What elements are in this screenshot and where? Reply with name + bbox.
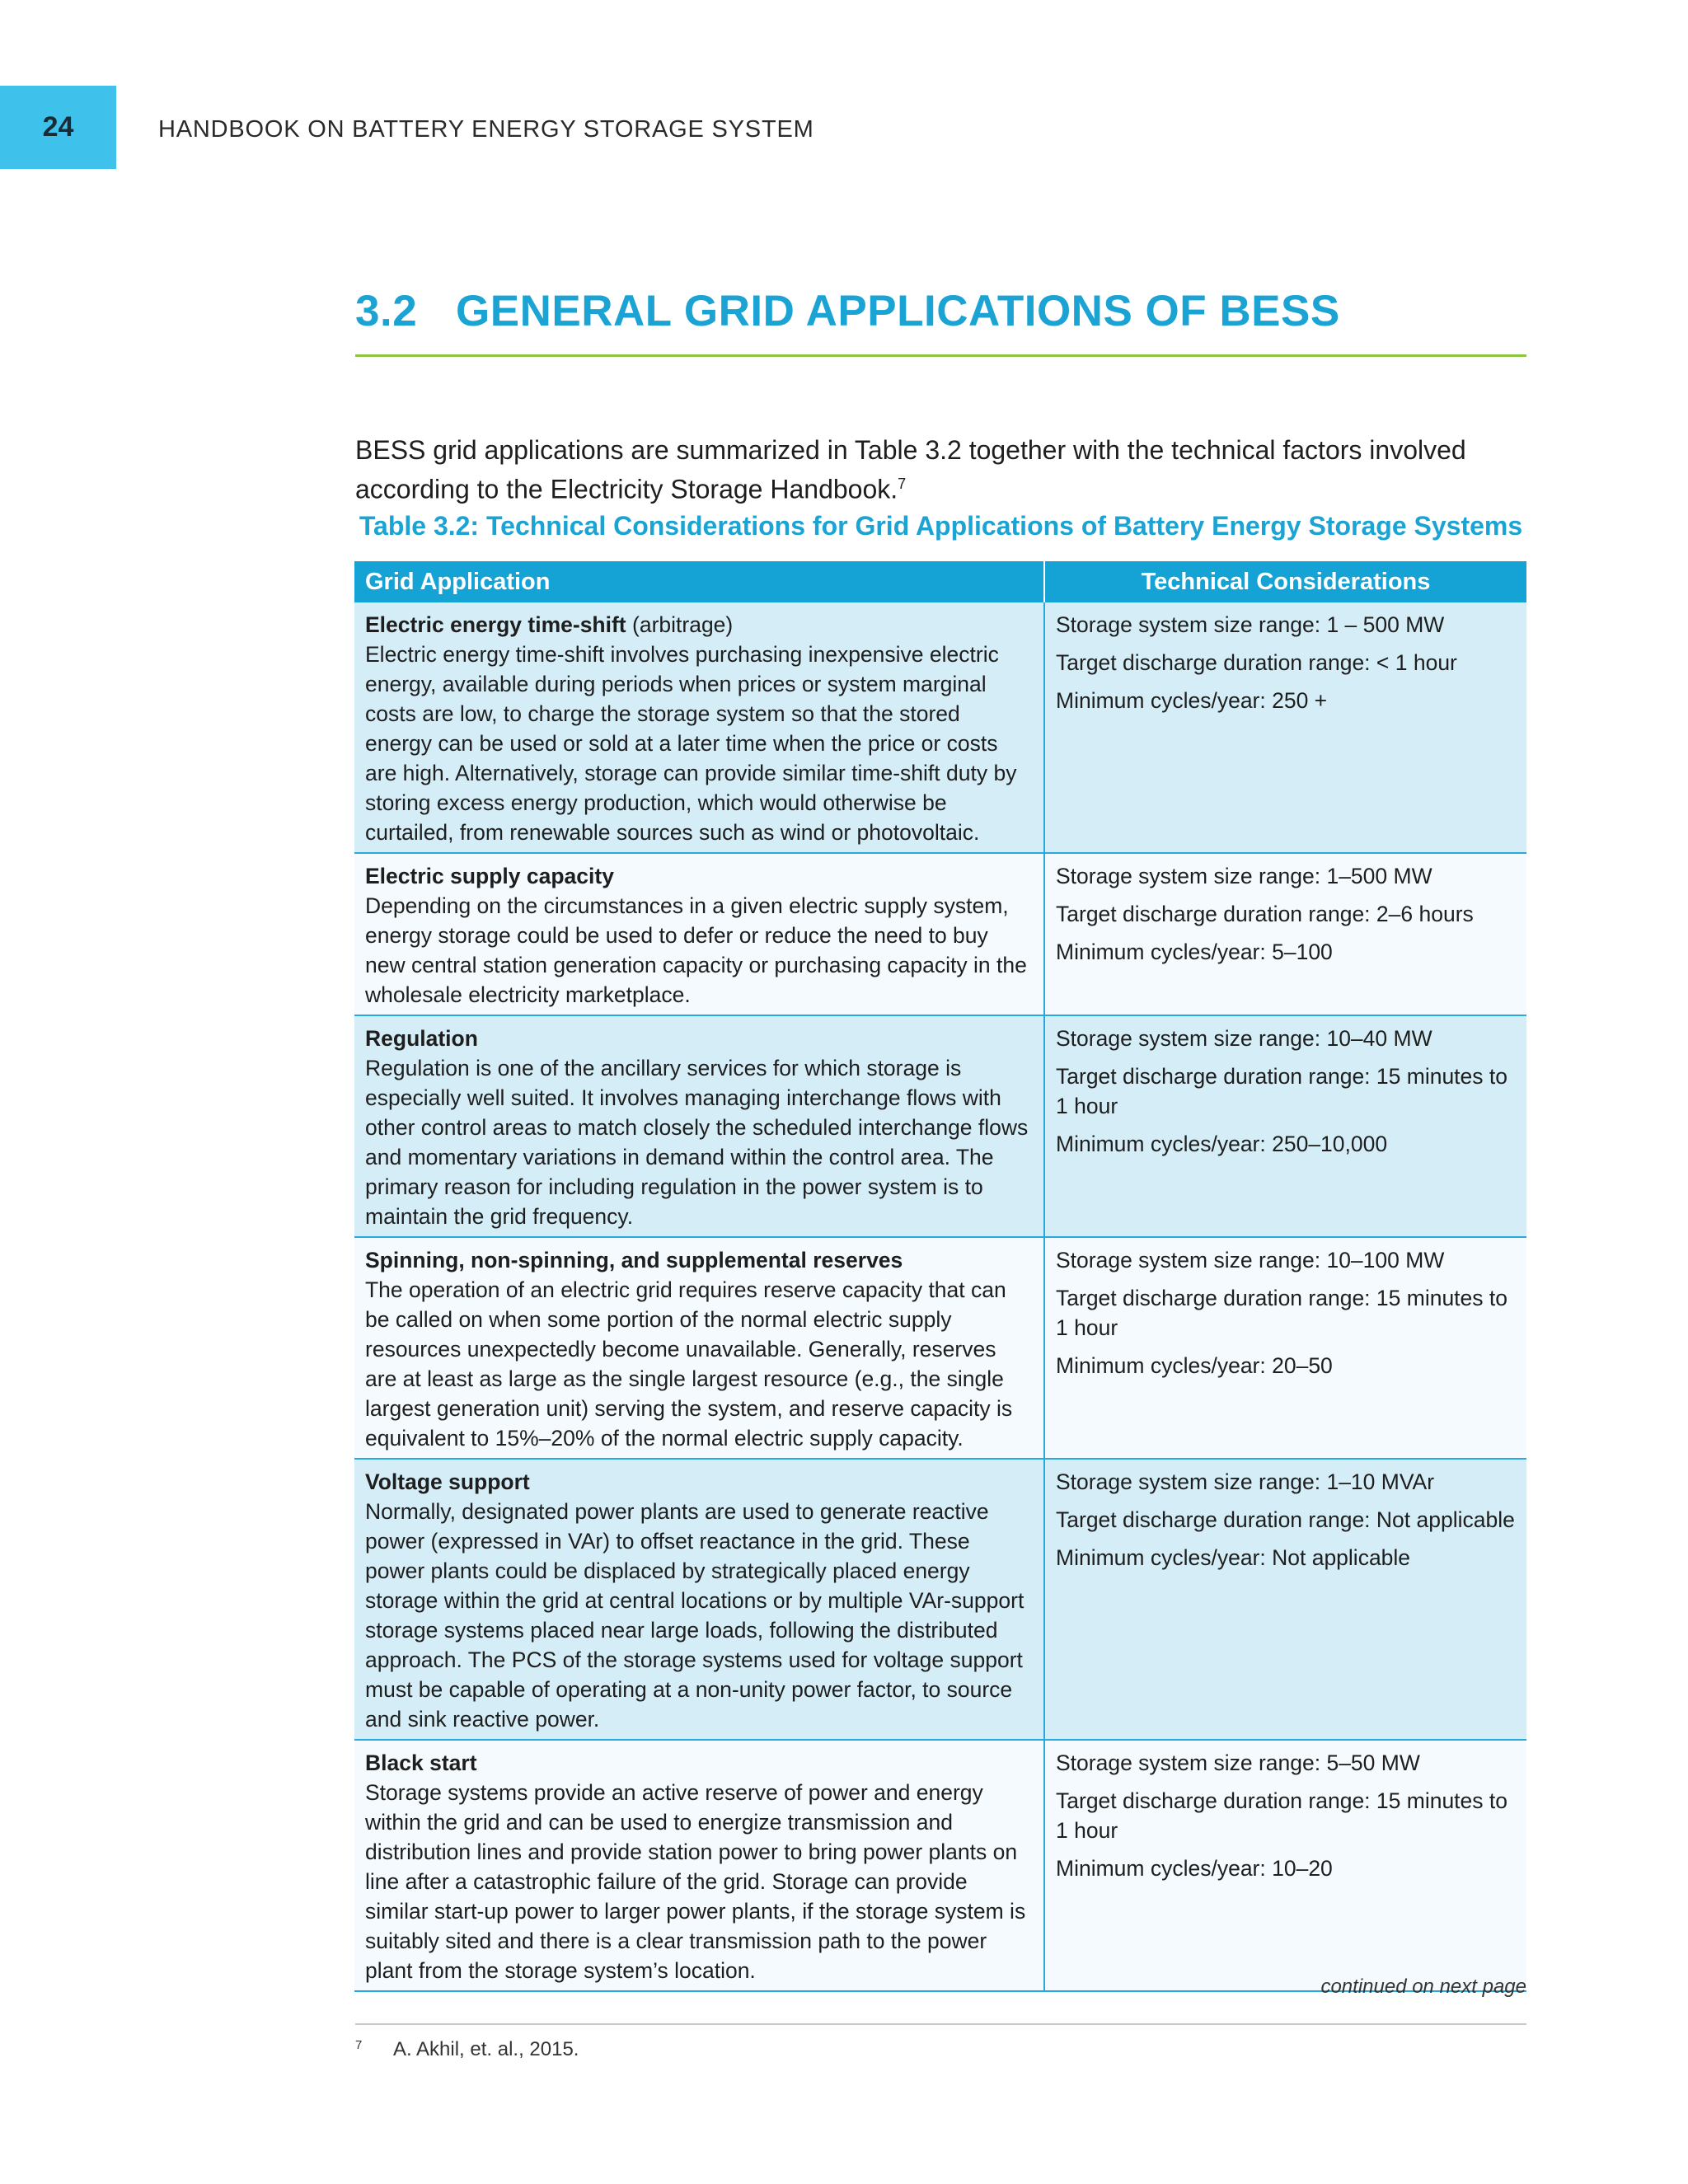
application-qualifier: (arbitrage) bbox=[626, 612, 734, 637]
considerations-cell bbox=[1044, 1237, 1526, 1459]
continued-note: continued on next page bbox=[1320, 1975, 1526, 1998]
footnote-mark: 7 bbox=[355, 2038, 363, 2052]
footnote-reference[interactable]: 7 bbox=[898, 476, 907, 492]
considerations-cell bbox=[1044, 853, 1526, 1015]
intro-paragraph bbox=[355, 434, 1526, 507]
footnote-rule bbox=[355, 2023, 1526, 2025]
application-name: Spinning, non-spinning, and supplemental reserves bbox=[365, 1248, 903, 1272]
consideration-cycles: Minimum cycles/year: Not applicable bbox=[1056, 1545, 1411, 1570]
considerations-cell bbox=[1044, 1015, 1526, 1237]
application-name: Electric energy time-shift bbox=[365, 612, 626, 637]
application-description: Depending on the circumstances in a given electric supply system, energy storage could be used to defer or reduce the need to buy new central station generation capacity or purchasing capacity in the wholesale electricity marketplace. bbox=[365, 893, 1027, 1007]
considerations-cell bbox=[1044, 1740, 1526, 1991]
consideration-duration: Target discharge duration range: Not applicable bbox=[1056, 1507, 1515, 1532]
consideration-size: Storage system size range: 1–10 MVAr bbox=[1056, 1469, 1435, 1494]
application-name: Regulation bbox=[365, 1026, 478, 1051]
consideration-duration: Target discharge duration range: 2–6 hours bbox=[1056, 902, 1474, 926]
consideration-duration: Target discharge duration range: 15 minutes to 1 hour bbox=[1056, 1788, 1507, 1843]
application-cell bbox=[354, 1459, 1044, 1740]
table-row bbox=[354, 1237, 1526, 1459]
consideration-size: Storage system size range: 5–50 MW bbox=[1056, 1750, 1420, 1775]
application-cell bbox=[354, 853, 1044, 1015]
application-cell bbox=[354, 602, 1044, 853]
table-row bbox=[354, 1015, 1526, 1237]
section-heading bbox=[355, 286, 1526, 336]
consideration-duration: Target discharge duration range: 15 minutes to 1 hour bbox=[1056, 1064, 1507, 1118]
consideration-cycles: Minimum cycles/year: 250 + bbox=[1056, 688, 1328, 713]
column-header-grid-application: Grid Application bbox=[354, 561, 1044, 602]
section-number: 3.2 bbox=[355, 287, 418, 335]
application-description: Normally, designated power plants are used to generate reactive power (expressed in VAr) to offset reactance in the grid. These power plants could be displaced by strategically placed energy storage within the grid at central locations or by multiple VAr-support storage systems placed near large loads, following the distributed approach. The PCS of the storage systems used for voltage support must be capable of operating at a non-unity power factor, to source and sink reactive power. bbox=[365, 1499, 1025, 1732]
considerations-cell bbox=[1044, 1459, 1526, 1740]
consideration-cycles: Minimum cycles/year: 20–50 bbox=[1056, 1353, 1333, 1378]
application-name: Electric supply capacity bbox=[365, 864, 614, 888]
consideration-size: Storage system size range: 10–40 MW bbox=[1056, 1026, 1432, 1051]
section-title: GENERAL GRID APPLICATIONS OF BESS bbox=[456, 287, 1340, 335]
application-cell bbox=[354, 1237, 1044, 1459]
table-header-row bbox=[354, 561, 1526, 602]
application-name: Black start bbox=[365, 1750, 477, 1775]
column-header-technical-considerations: Technical Considerations bbox=[1044, 561, 1526, 602]
table-caption: Table 3.2: Technical Considerations for Grid Applications of Battery Energy Storage Systems bbox=[359, 511, 1523, 541]
table-row bbox=[354, 602, 1526, 853]
consideration-size: Storage system size range: 1 – 500 MW bbox=[1056, 612, 1445, 637]
footnote bbox=[355, 2038, 579, 2061]
application-description: Storage systems provide an active reserve of power and energy within the grid and can be used to energize transmission and distribution lines and provide station power to bring power plants on line after a catastrophic failure of the grid. Storage can provide similar start-up power to larger power plants, if the storage system is suitably sited and there is a clear transmission path to the power plant from the storage system’s location. bbox=[365, 1780, 1026, 1983]
application-description: Regulation is one of the ancillary services for which storage is especially well suited. It involves managing interchange flows with other control areas to match closely the scheduled interchange flows and momentary variations in demand within the control area. The primary reason for including regulation in the power system is to maintain the grid frequency. bbox=[365, 1056, 1029, 1229]
table-row bbox=[354, 1459, 1526, 1740]
application-description: Electric energy time-shift involves purchasing inexpensive electric energy, available during periods when prices or system marginal costs are low, to charge the storage system so that the stored energy can be used or sold at a later time when the price or costs are high. Alternatively, storage can provide similar time-shift duty by storing excess energy production, which would otherwise be curtailed, from renewable sources such as wind or photovoltaic. bbox=[365, 642, 1017, 845]
consideration-cycles: Minimum cycles/year: 5–100 bbox=[1056, 940, 1333, 964]
footnote-text: A. Akhil, et. al., 2015. bbox=[393, 2038, 579, 2060]
application-cell bbox=[354, 1015, 1044, 1237]
consideration-duration: Target discharge duration range: < 1 hour bbox=[1056, 650, 1457, 675]
page-number: 24 bbox=[0, 86, 116, 169]
applications-table bbox=[354, 561, 1526, 1992]
application-cell bbox=[354, 1740, 1044, 1991]
consideration-cycles: Minimum cycles/year: 10–20 bbox=[1056, 1856, 1333, 1881]
consideration-size: Storage system size range: 1–500 MW bbox=[1056, 864, 1432, 888]
heading-rule bbox=[355, 354, 1526, 357]
application-name: Voltage support bbox=[365, 1469, 530, 1494]
consideration-size: Storage system size range: 10–100 MW bbox=[1056, 1248, 1445, 1272]
consideration-cycles: Minimum cycles/year: 250–10,000 bbox=[1056, 1132, 1388, 1156]
consideration-duration: Target discharge duration range: 15 minutes to 1 hour bbox=[1056, 1286, 1507, 1340]
application-description: The operation of an electric grid requires reserve capacity that can be called on when some portion of the normal electric supply resources unexpectedly become unavailable. Generally, reserves are at least as large as the single largest resource (e.g., the single largest generation unit) serving the system, and reserve capacity is equivalent to 15%–20% of the normal electric supply capacity. bbox=[365, 1277, 1013, 1451]
table-row bbox=[354, 1740, 1526, 1991]
table-row bbox=[354, 853, 1526, 1015]
intro-text: BESS grid applications are summarized in Table 3.2 together with the technical factors involved according to the Electricity Storage Handbook. bbox=[355, 435, 1466, 504]
running-header: HANDBOOK ON BATTERY ENERGY STORAGE SYSTEM bbox=[158, 116, 814, 143]
considerations-cell bbox=[1044, 602, 1526, 853]
